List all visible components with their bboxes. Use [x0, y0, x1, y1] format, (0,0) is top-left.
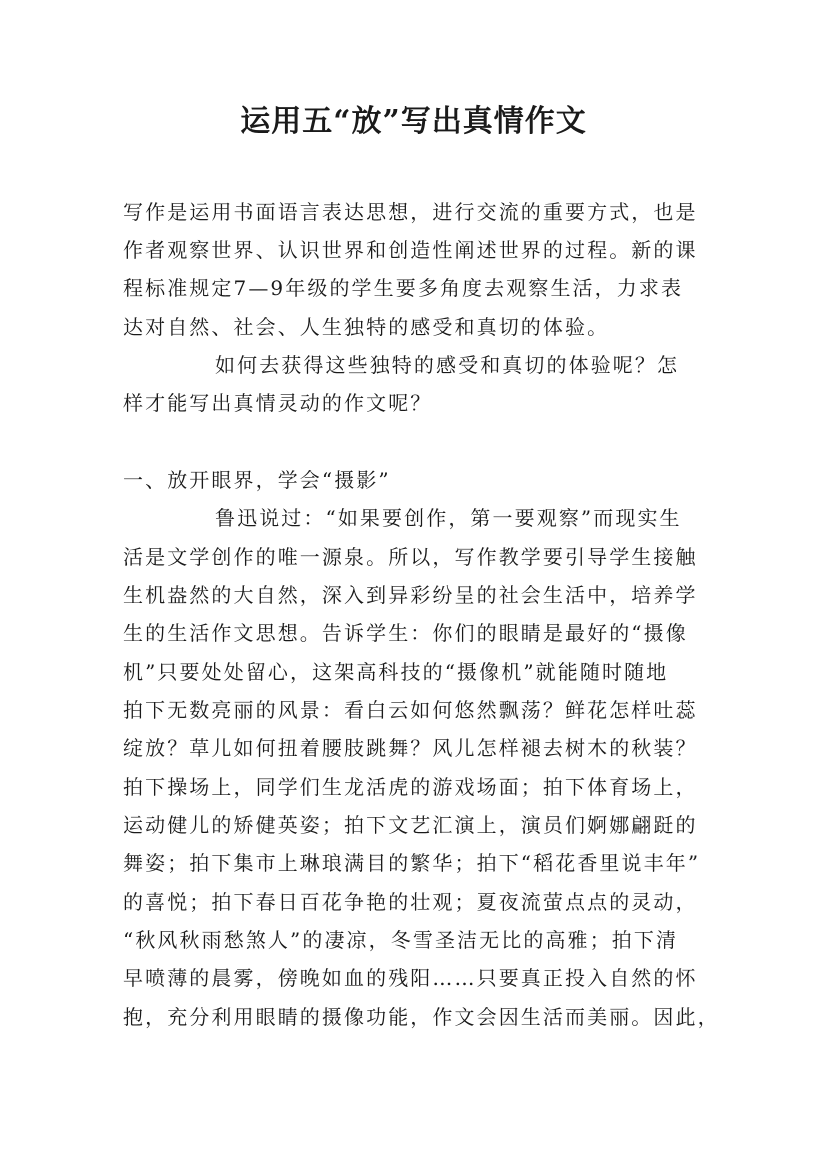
paragraph-line: 程标准规定7—9年级的学生要多角度去观察生活，力求表	[123, 276, 684, 300]
paragraph-line: “秋风秋雨愁煞人”的凄凉，冬雪圣洁无比的高雅；拍下清	[123, 928, 679, 952]
paragraph-line: 拍下操场上，同学们生龙活虎的游戏场面；拍下体育场上，	[123, 775, 698, 799]
paragraph-line: 生机盎然的大自然，深入到异彩纷呈的社会生活中，培养学	[123, 583, 698, 607]
paragraph-line: 绽放？草儿如何扭着腰肢跳舞？风儿怎样褪去树木的秋装？	[123, 736, 698, 760]
paragraph-line: 样才能写出真情灵动的作文呢？	[123, 391, 433, 415]
paragraph-line: 活是文学创作的唯一源泉。所以，写作教学要引导学生接触	[123, 545, 698, 569]
paragraph-line: 鲁迅说过：“如果要创作，第一要观察”而现实生	[215, 506, 682, 530]
paragraph-line: 达对自然、社会、人生独特的感受和真切的体验。	[123, 315, 610, 339]
paragraph-line: 早喷薄的晨雾，傍晚如血的残阳……只要真正投入自然的怀	[123, 966, 698, 990]
paragraph-line: 的喜悦；拍下春日百花争艳的壮观；夏夜流萤点点的灵动，	[123, 890, 698, 914]
paragraph-line: 机”只要处处留心，这架高科技的“摄像机”就能随时随地	[123, 660, 669, 684]
paragraph-line: 作者观察世界、认识世界和创造性阐述世界的过程。新的课	[123, 238, 698, 262]
paragraph-line: 生的生活作文思想。告诉学生：你们的眼睛是最好的“摄像	[123, 621, 688, 645]
section-heading: 一、放开眼界，学会“摄影”	[123, 468, 391, 492]
paragraph-line: 拍下无数亮丽的风景：看白云如何悠然飘荡？鲜花怎样吐蕊	[123, 698, 698, 722]
paragraph-line: 写作是运用书面语言表达思想，进行交流的重要方式，也是	[123, 200, 698, 224]
paragraph-line: 抱，充分利用眼睛的摄像功能，作文会因生活而美丽。因此，	[123, 1005, 720, 1029]
document-title: 运用五“放”写出真情作文	[240, 104, 587, 139]
paragraph-line: 舞姿；拍下集市上琳琅满目的繁华；拍下“稻花香里说丰年”	[123, 851, 701, 875]
paragraph-line: 如何去获得这些独特的感受和真切的体验呢？怎	[215, 353, 680, 377]
paragraph-line: 运动健儿的矫健英姿；拍下文艺汇演上，演员们婀娜翩跹的	[123, 813, 698, 837]
